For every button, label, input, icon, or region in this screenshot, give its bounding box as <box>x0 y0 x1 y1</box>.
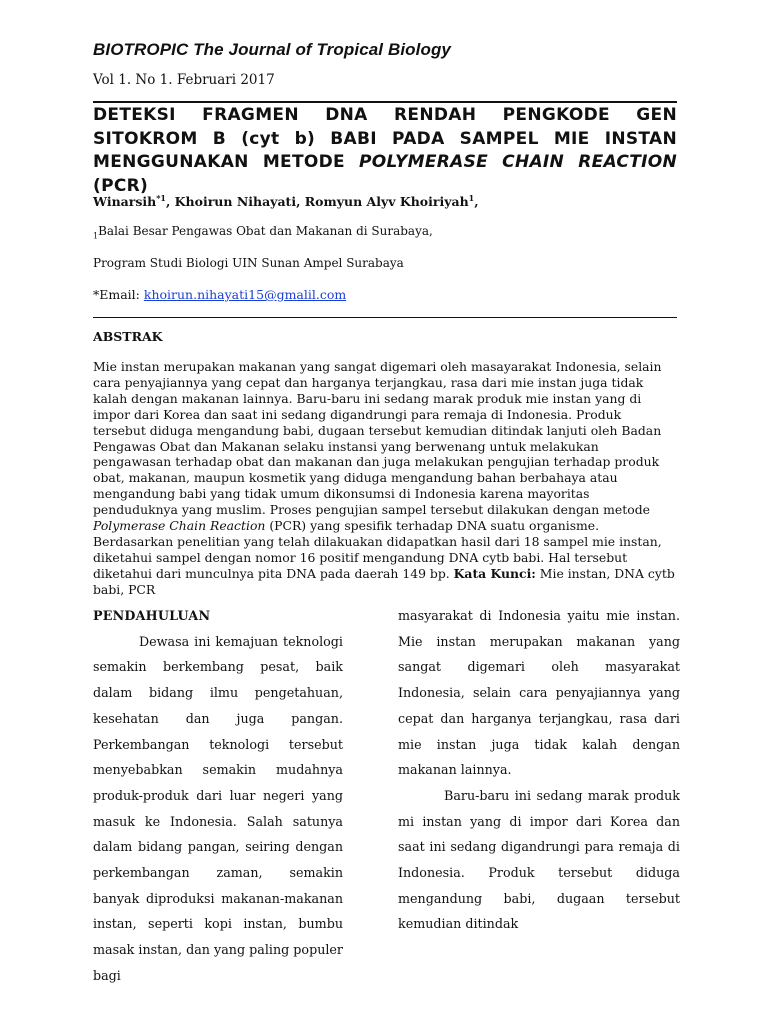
author-marker: *1 <box>156 193 166 203</box>
keywords: Mie instan, DNA cytb babi, PCR <box>93 565 675 597</box>
paragraph: Baru-baru ini sedang marak produk mi instan yang di impor dari Korea dan saat ini sedang digandrungi para remaja di Indonesia. Produk tersebut diduga mengandung babi, dugaan tersebut kemudian ditindak <box>398 787 680 932</box>
author-list <box>93 193 479 209</box>
journal-title: BIOTROPIC The Journal of Tropical Biology <box>93 40 451 59</box>
affiliation-marker: 1 <box>93 231 99 241</box>
abstract-heading: ABSTRAK <box>93 329 163 344</box>
author-name: Winarsih <box>93 194 157 210</box>
header-divider <box>93 101 677 103</box>
affiliation-2: Program Studi Biologi UIN Sunan Ampel Surabaya <box>93 256 404 270</box>
volume-info: Vol 1. No 1. Februari 2017 <box>93 72 275 88</box>
keywords-label: Kata Kunci: <box>453 565 536 581</box>
paragraph: Dewasa ini kemajuan teknologi semakin berkembang pesat, baik dalam bidang ilmu pengetahuan, kesehatan dan juga pangan. Perkembangan teknologi tersebut menyebabkan semakin mudahnya produk-produk dari luar negeri yang masuk ke Indonesia. Salah satunya dalam bidang pangan, seiring dengan perkembangan zaman, semakin banyak diproduksi makanan-makanan instan, seperti kopi instan, bumbu masak instan, dan yang paling populer bagi <box>93 633 343 983</box>
email-line <box>93 287 346 302</box>
abstract-body: Mie instan merupakan makanan yang sangat digemari oleh masayarakat Indonesia, selain cara penyajiannya yang cepat dan harganya terjangkau, rasa dari mie instan juga tidak kalah dengan makanan lainnya. Baru-baru ini sedang marak produk mie instan yang di impor dari Korea dan saat ini sedang digandrungi para remaja di Indonesia. Produk tersebut diduga mengandung babi, dugaan tersebut kemudian ditindak lanjuti oleh Badan Pengawas Obat dan Makanan selaku instansi yang berwenang untuk melakukan pengawasan terhadap obat dan makanan dan juga melakukan pengujian terhadap produk obat, makanan, maupun kosmetik yang diduga mengandung bahan berbahaya atau mengandung babi yang tidak umum dikonsumsi di Indonesia karena mayoritas penduduknya yang muslim. Proses pengujian sampel tersebut dilakukan dengan metode <box>93 359 662 518</box>
article-title <box>93 104 677 198</box>
email-label: *Email: <box>93 287 144 302</box>
author-names: , Khoirun Nihayati, Romyun Alyv Khoiriyah <box>165 194 469 210</box>
author-punct: , <box>474 194 479 210</box>
email-link[interactable]: khoirun.nihayati15@gmalil.com <box>143 287 347 302</box>
left-column <box>93 603 343 989</box>
title-italic: POLYMERASE CHAIN REACTION <box>359 152 678 172</box>
affiliation-text: Balai Besar Pengawas Obat dan Makanan di Surabaya, <box>98 224 433 238</box>
paragraph: masyarakat di Indonesia yaitu mie instan. Mie instan merupakan makanan yang sangat digemari oleh masyarakat Indonesia, selain cara penyajiannya yang cepat dan harganya terjangkau, rasa dari mie instan juga tidak kalah dengan makanan lainnya. <box>398 608 680 778</box>
abstract-text <box>93 359 677 598</box>
author-marker: 1 <box>468 193 475 203</box>
title-suffix: (PCR) <box>93 175 149 196</box>
right-column <box>398 603 680 937</box>
abstract-divider <box>93 317 677 318</box>
abstract-italic: Polymerase Chain Reaction <box>93 518 266 534</box>
section-heading: PENDAHULUAN <box>93 608 211 623</box>
title-text: DETEKSI FRAGMEN DNA RENDAH PENGKODE GEN SITOKROM B (cyt b) BABI PADA SAMPEL MIE INSTAN MENGGUNAKAN METODE <box>93 105 677 172</box>
affiliation-1 <box>93 224 433 240</box>
abstract-body-cont: (PCR) yang spesifik terhadap DNA suatu organisme. Berdasarkan penelitian yang telah dilakuakan didapatkan hasil dari 18 sampel mie instan, diketahui sampel dengan nomor 16 positif mengandung DNA cytb babi. Hal tersebut diketahui dari munculnya pita DNA pada daerah 149 bp. <box>93 518 662 581</box>
